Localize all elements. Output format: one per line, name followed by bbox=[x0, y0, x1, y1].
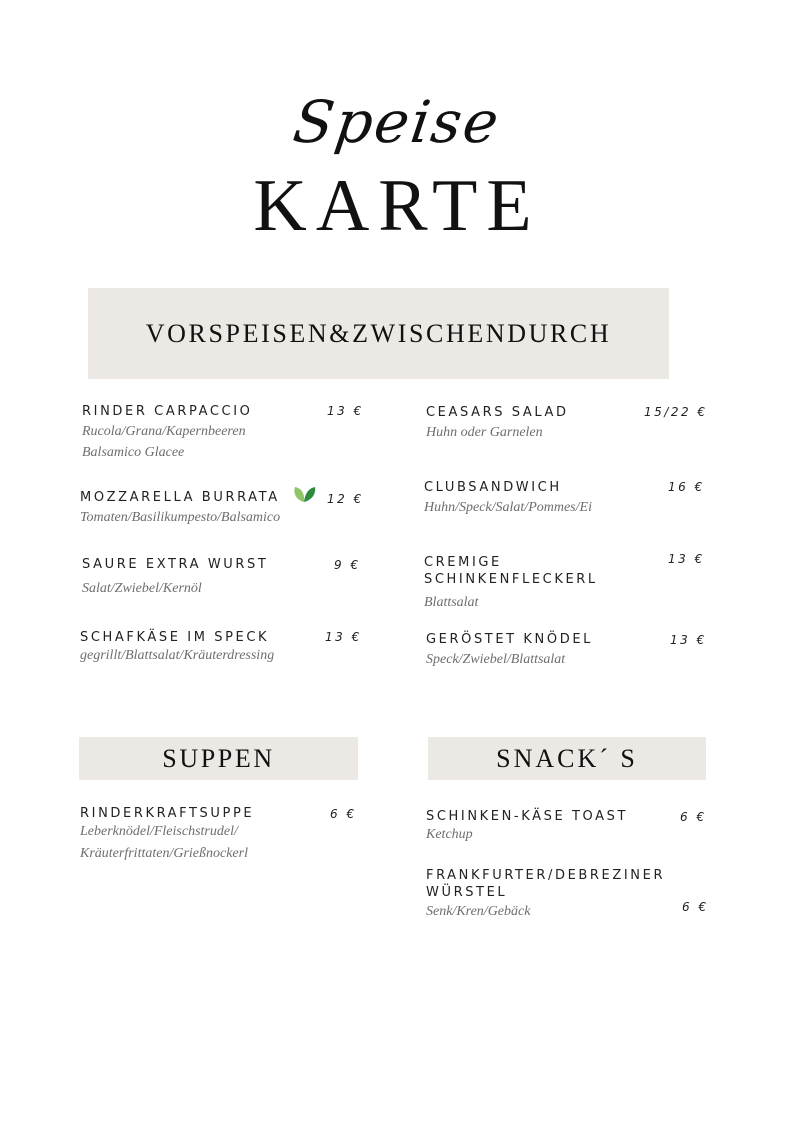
item-name: SAURE EXTRA WURST bbox=[82, 557, 269, 572]
item-desc: Rucola/Grana/Kapernbeeren bbox=[82, 424, 246, 439]
item-name: MOZZARELLA BURRATA bbox=[80, 490, 280, 505]
item-desc: Tomaten/Basilikumpesto/Balsamico bbox=[80, 510, 281, 525]
section-title: SNACK´ S bbox=[496, 744, 638, 773]
menu-item bbox=[426, 867, 696, 922]
script-title: Speise bbox=[289, 88, 505, 156]
item-name: SCHINKEN-KÄSE TOAST bbox=[426, 809, 629, 824]
menu-item bbox=[426, 632, 646, 670]
item-desc: Huhn/Speck/Salat/Pommes/Ei bbox=[424, 500, 592, 515]
item-price: 6 € bbox=[682, 900, 709, 914]
section-header-vorspeisen bbox=[88, 288, 669, 379]
section-header-snacks bbox=[428, 737, 706, 780]
item-name: SCHAFKÄSE IM SPECK bbox=[80, 630, 270, 645]
item-name: CLUBSANDWICH bbox=[424, 480, 562, 495]
item-desc: Ketchup bbox=[426, 827, 473, 842]
item-price: 16 € bbox=[668, 480, 705, 494]
item-desc: Blattsalat bbox=[424, 595, 479, 610]
item-price: 13 € bbox=[668, 552, 705, 566]
section-title: SUPPEN bbox=[162, 744, 275, 773]
item-price: 13 € bbox=[327, 404, 364, 418]
item-desc: Senk/Kren/Gebäck bbox=[426, 904, 531, 919]
item-name: CREMIGE SCHINKENFLECKERL bbox=[424, 555, 598, 587]
menu-item bbox=[80, 806, 340, 864]
item-desc: Leberknödel/Fleischstrudel/ bbox=[80, 824, 238, 839]
item-name: CEASARS SALAD bbox=[426, 405, 569, 420]
item-desc: Balsamico Glacee bbox=[82, 445, 185, 460]
item-price: 13 € bbox=[325, 630, 362, 644]
item-name: GERÖSTET KNÖDEL bbox=[426, 632, 593, 647]
item-price: 12 € bbox=[327, 492, 364, 506]
menu-item bbox=[424, 480, 664, 518]
section-header-suppen bbox=[79, 737, 358, 780]
item-name: RINDERKRAFTSUPPE bbox=[80, 806, 255, 821]
item-desc: Salat/Zwiebel/Kernöl bbox=[82, 581, 202, 596]
menu-item bbox=[424, 554, 634, 613]
section-title: VORSPEISEN&ZWISCHENDURCH bbox=[145, 319, 612, 348]
item-desc: gegrillt/Blattsalat/Kräuterdressing bbox=[80, 648, 275, 663]
item-price: 15/22 € bbox=[644, 405, 708, 419]
page-title: KARTE bbox=[253, 165, 541, 247]
item-name: RINDER CARPACCIO bbox=[82, 404, 253, 419]
item-desc: Huhn oder Garnelen bbox=[426, 425, 543, 440]
item-name: FRANKFURTER/DEBREZINER WÜRSTEL bbox=[426, 868, 666, 900]
item-price: 6 € bbox=[680, 810, 707, 824]
menu-item bbox=[426, 405, 646, 443]
item-price: 6 € bbox=[330, 807, 357, 821]
item-desc: Kräuterfrittaten/Grießnockerl bbox=[80, 846, 248, 861]
leaf-icon bbox=[292, 484, 316, 504]
menu-item bbox=[426, 809, 676, 845]
item-desc: Speck/Zwiebel/Blattsalat bbox=[426, 652, 566, 667]
item-price: 9 € bbox=[334, 558, 361, 572]
item-price: 13 € bbox=[670, 633, 707, 647]
